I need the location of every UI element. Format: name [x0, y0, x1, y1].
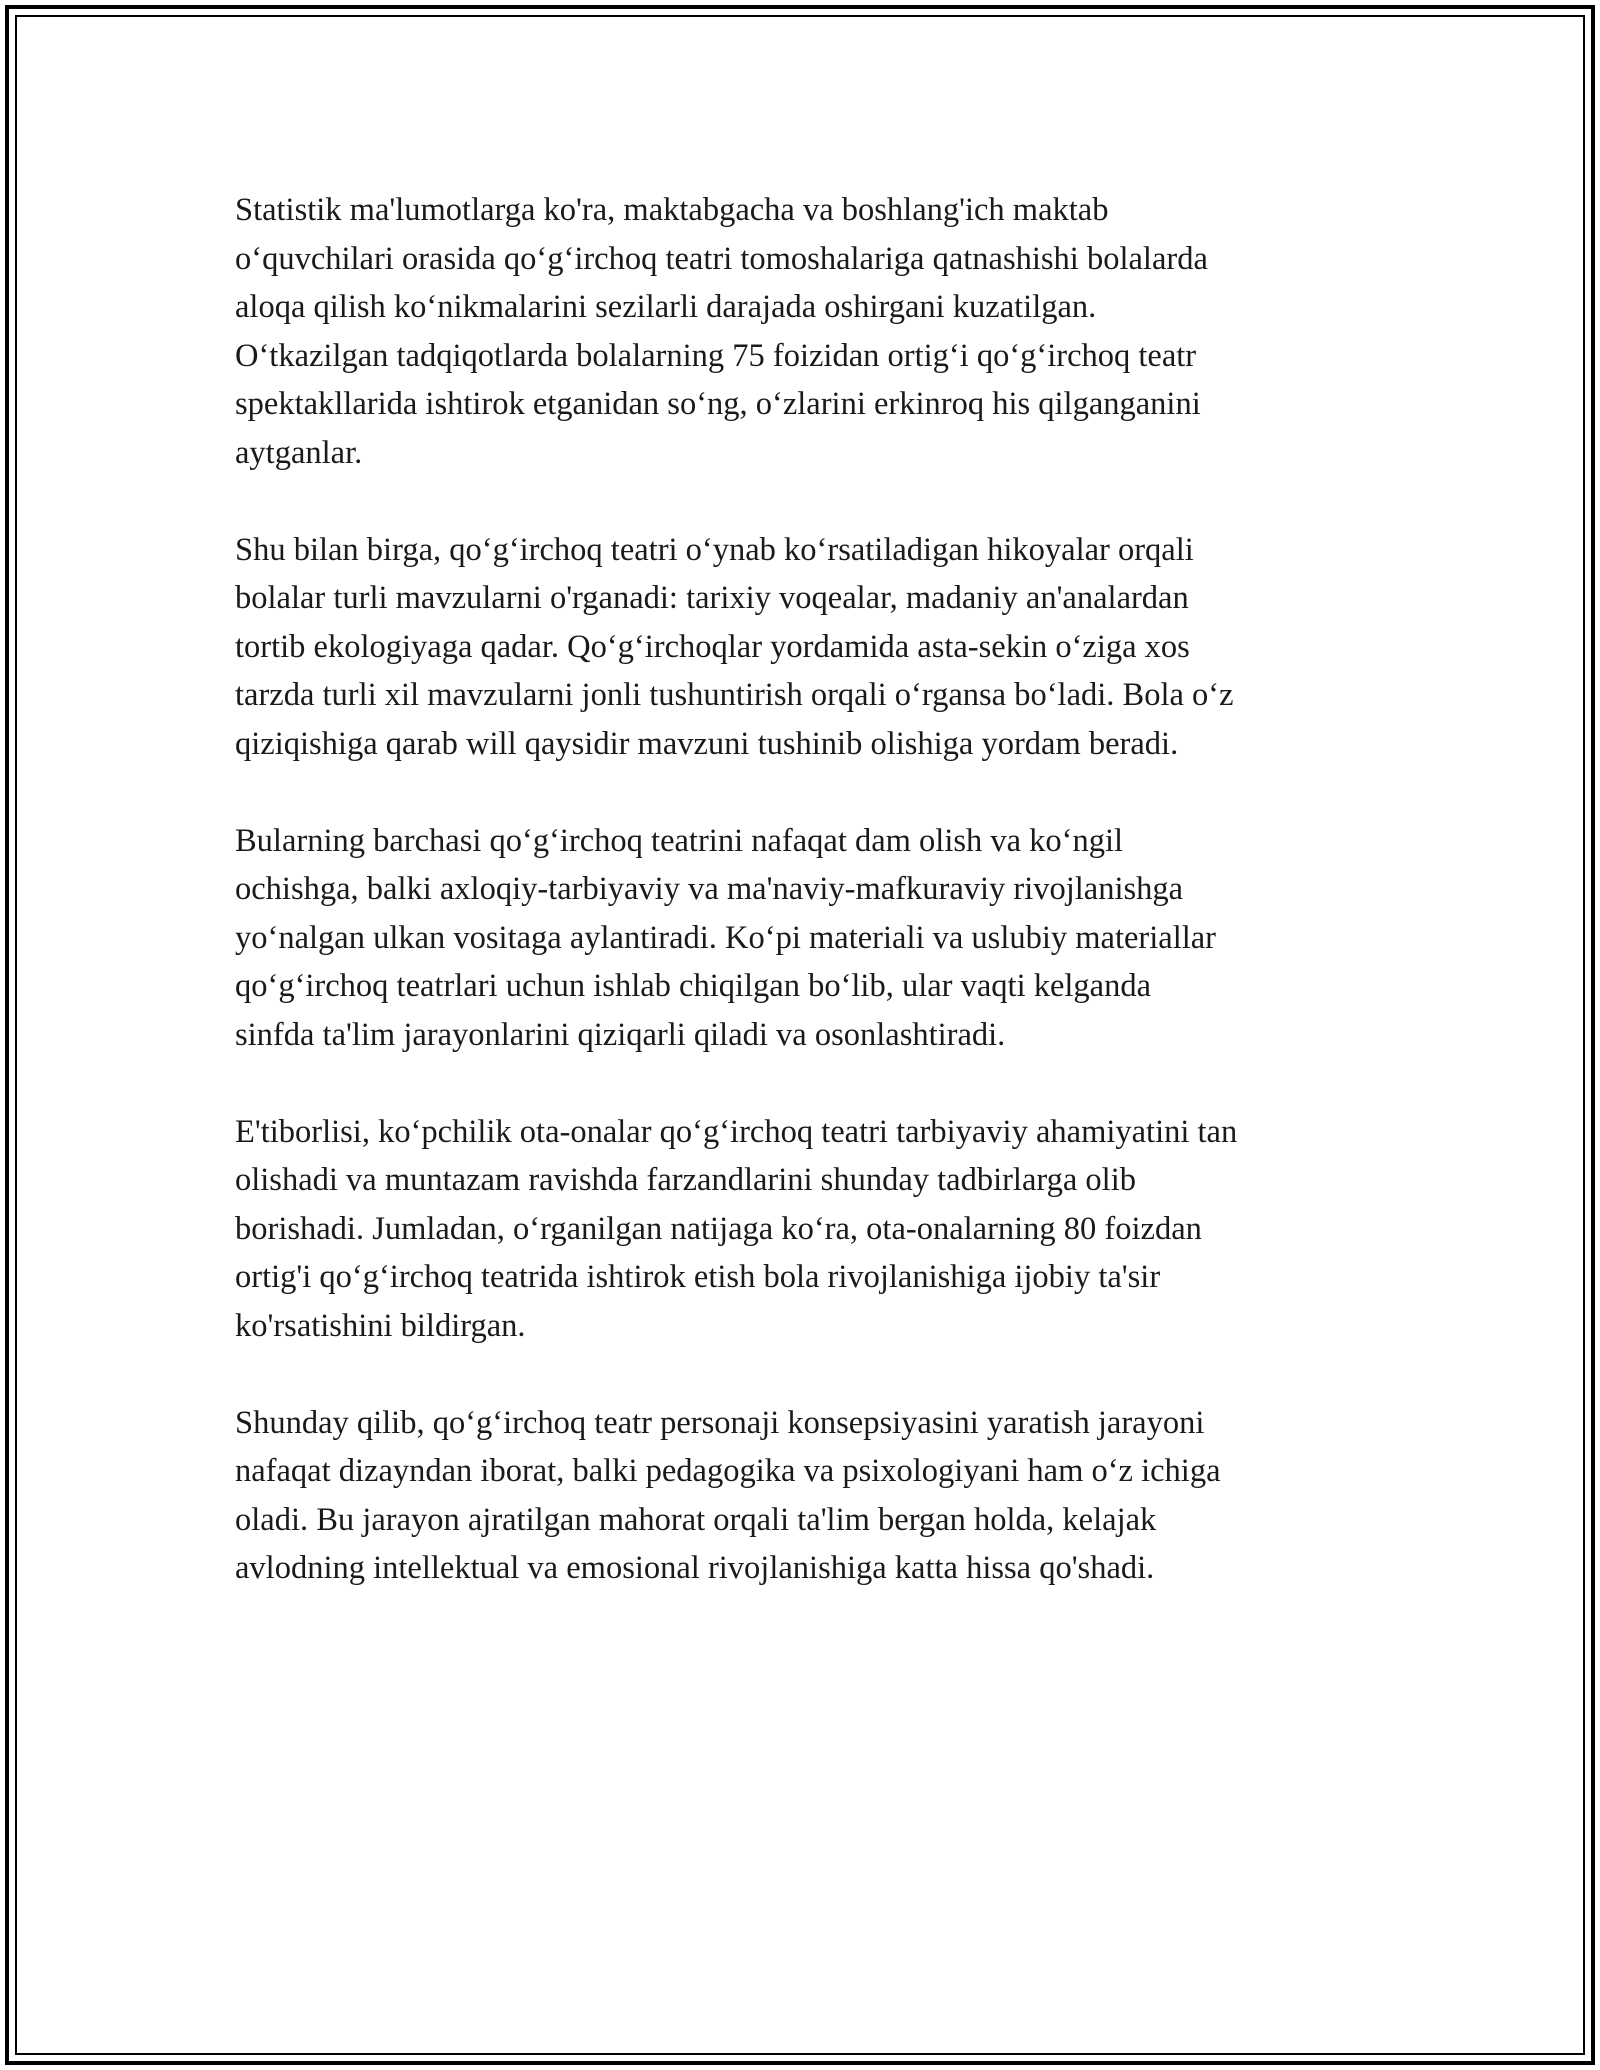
paragraph-1: Statistik ma'lumotlarga ko'ra, maktabgacha va boshlang'ich maktab o‘quvchilari orasida qo‘g‘irchoq teatri tomoshalariga qatnashishi bolalarda aloqa qilish ko‘nikmalarini sezilarli darajada oshirgani kuzatilgan. O‘tkazilgan tadqiqotlarda bolalarning 75 foizidan ortig‘i qo‘g‘irchoq teatr spektakllarida ishtirok etganidan so‘ng, o‘zlarini erkinroq his qilganganini aytganlar. [235, 192, 1208, 471]
paragraph-3: Bularning barchasi qo‘g‘irchoq teatrini nafaqat dam olish va ko‘ngil ochishga, balki axloqiy-tarbiyaviy va ma'naviy-mafkuraviy rivojlanishga yo‘nalgan ulkan vositaga aylantiradi. Ko‘pi materiali va uslubiy materiallar qo‘g‘irchoq teatrlari uchun ishlab chiqilgan bo‘lib, ular vaqti kelganda sinfda ta'lim jarayonlarini qiziqarli qiladi va osonlashtiradi. [235, 822, 1216, 1053]
paragraph-2: Shu bilan birga, qo‘g‘irchoq teatri o‘ynab ko‘rsatiladigan hikoyalar orqali bolalar turli mavzularni o'rganadi: tarixiy voqealar, madaniy an'analardan tortib ekologiyaga qadar. Qo‘g‘irchoqlar yordamida asta-sekin o‘ziga xos tarzda turli xil mavzularni jonli tushuntirish orqali o‘rgansa bo‘ladi. Bola o‘z qiziqishiga qarab will qaysidir mavzuni tushinib olishiga yordam beradi. [235, 531, 1234, 762]
paragraph-5: Shunday qilib, qo‘g‘irchoq teatr personaji konsepsiyasini yaratish jarayoni nafaqat dizayndan iborat, balki pedagogika va psixologiyani ham o‘z ichiga oladi. Bu jarayon ajratilgan mahorat orqali ta'lim bergan holda, kelajak avlodning intellektual va emosional rivojlanishiga katta hissa qo'shadi. [235, 1404, 1221, 1586]
document-body [235, 186, 1385, 1641]
paragraph-4: E'tiborlisi, ko‘pchilik ota-onalar qo‘g‘irchoq teatri tarbiyaviy ahamiyatini tan olishadi va muntazam ravishda farzandlarini shunday tadbirlarga olib borishadi. Jumladan, o‘rganilgan natijaga ko‘ra, ota-onalarning 80 foizdan ortig'i qo‘g‘irchoq teatrida ishtirok etish bola rivojlanishiga ijobiy ta'sir ko'rsatishini bildirgan. [235, 1113, 1238, 1344]
